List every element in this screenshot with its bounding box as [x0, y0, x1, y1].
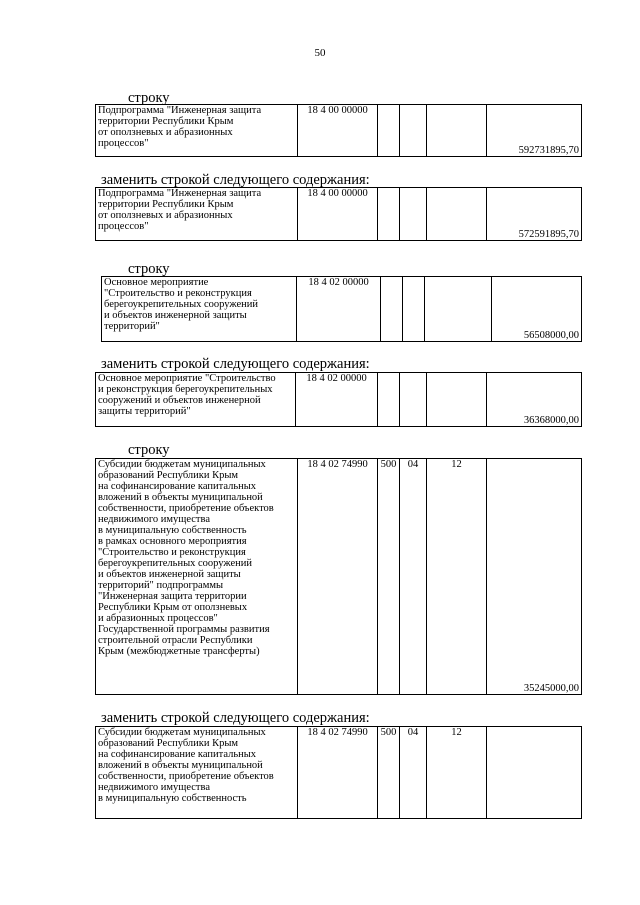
row-csr: 18 4 02 00000	[296, 373, 378, 427]
row-name: Основное мероприятие "Строительство и реконструкция берегоукрепительных сооружений и объектов инженерной защиты территорий"	[102, 277, 297, 342]
row-vr	[378, 105, 400, 157]
budget-row-table	[95, 458, 582, 695]
heading-strip: строку	[128, 261, 170, 277]
row-name: Субсидии бюджетам муниципальных образований Республики Крым на софинансирование капитальных вложений в объекты муниципальной собственности, приобретение объектов недвижимого имущества в муниципальную собственность в рамках основного мероприятия "Строительство и реконструкция берегоукрепительных сооружений и объектов инженерной защиты территорий" подпрограммы "Инженерная защита территории Республики Крым от оползневых и абразионных процессов" Государственной программы развития строительной отрасли Республики Крым (межбюджетные трансферты)	[96, 459, 298, 695]
row-csr: 18 4 02 74990	[298, 459, 378, 695]
row-rz: 04	[400, 727, 427, 819]
budget-row-table	[95, 104, 582, 157]
row-name: Субсидии бюджетам муниципальных образований Республики Крым на софинансирование капитальных вложений в объекты муниципальной собственности, приобретение объектов недвижимого имущества в муниципальную собственность	[96, 727, 298, 819]
budget-row-table	[95, 187, 582, 241]
row-pr	[427, 188, 487, 241]
heading-replace: заменить строкой следующего содержания:	[101, 356, 370, 372]
heading-replace: заменить строкой следующего содержания:	[101, 172, 370, 188]
row-rz	[403, 277, 425, 342]
row-amount: 572591895,70	[487, 188, 582, 241]
row-name: Подпрограмма "Инженерная защита территории Республики Крым от оползневых и абразионных процессов"	[96, 188, 298, 241]
row-pr	[427, 373, 487, 427]
row-pr: 12	[427, 459, 487, 695]
row-amount: 35245000,00	[487, 459, 582, 695]
budget-row-table	[95, 372, 582, 427]
row-pr	[427, 105, 487, 157]
row-rz	[400, 105, 427, 157]
row-pr	[425, 277, 492, 342]
row-rz	[400, 188, 427, 241]
heading-strip: строку	[128, 442, 170, 458]
budget-row-table	[101, 276, 582, 342]
row-csr: 18 4 00 00000	[298, 188, 378, 241]
row-vr: 500	[378, 459, 400, 695]
row-vr: 500	[378, 727, 400, 819]
row-rz	[400, 373, 427, 427]
row-csr: 18 4 02 74990	[298, 727, 378, 819]
row-csr: 18 4 00 00000	[298, 105, 378, 157]
row-name: Основное мероприятие "Строительство и реконструкция берегоукрепительных сооружений и объектов инженерной защиты территорий"	[96, 373, 296, 427]
row-vr	[378, 188, 400, 241]
row-amount: 36368000,00	[487, 373, 582, 427]
row-amount	[487, 727, 582, 819]
row-pr: 12	[427, 727, 487, 819]
heading-strip: строку	[128, 90, 170, 106]
page-number: 50	[314, 47, 326, 59]
row-vr	[378, 373, 400, 427]
budget-row-table	[95, 726, 582, 819]
row-name: Подпрограмма "Инженерная защита территории Республики Крым от оползневых и абразионных процессов"	[96, 105, 298, 157]
row-vr	[381, 277, 403, 342]
row-csr: 18 4 02 00000	[297, 277, 381, 342]
row-amount: 592731895,70	[487, 105, 582, 157]
row-amount: 56508000,00	[492, 277, 582, 342]
row-rz: 04	[400, 459, 427, 695]
heading-replace: заменить строкой следующего содержания:	[101, 710, 370, 726]
